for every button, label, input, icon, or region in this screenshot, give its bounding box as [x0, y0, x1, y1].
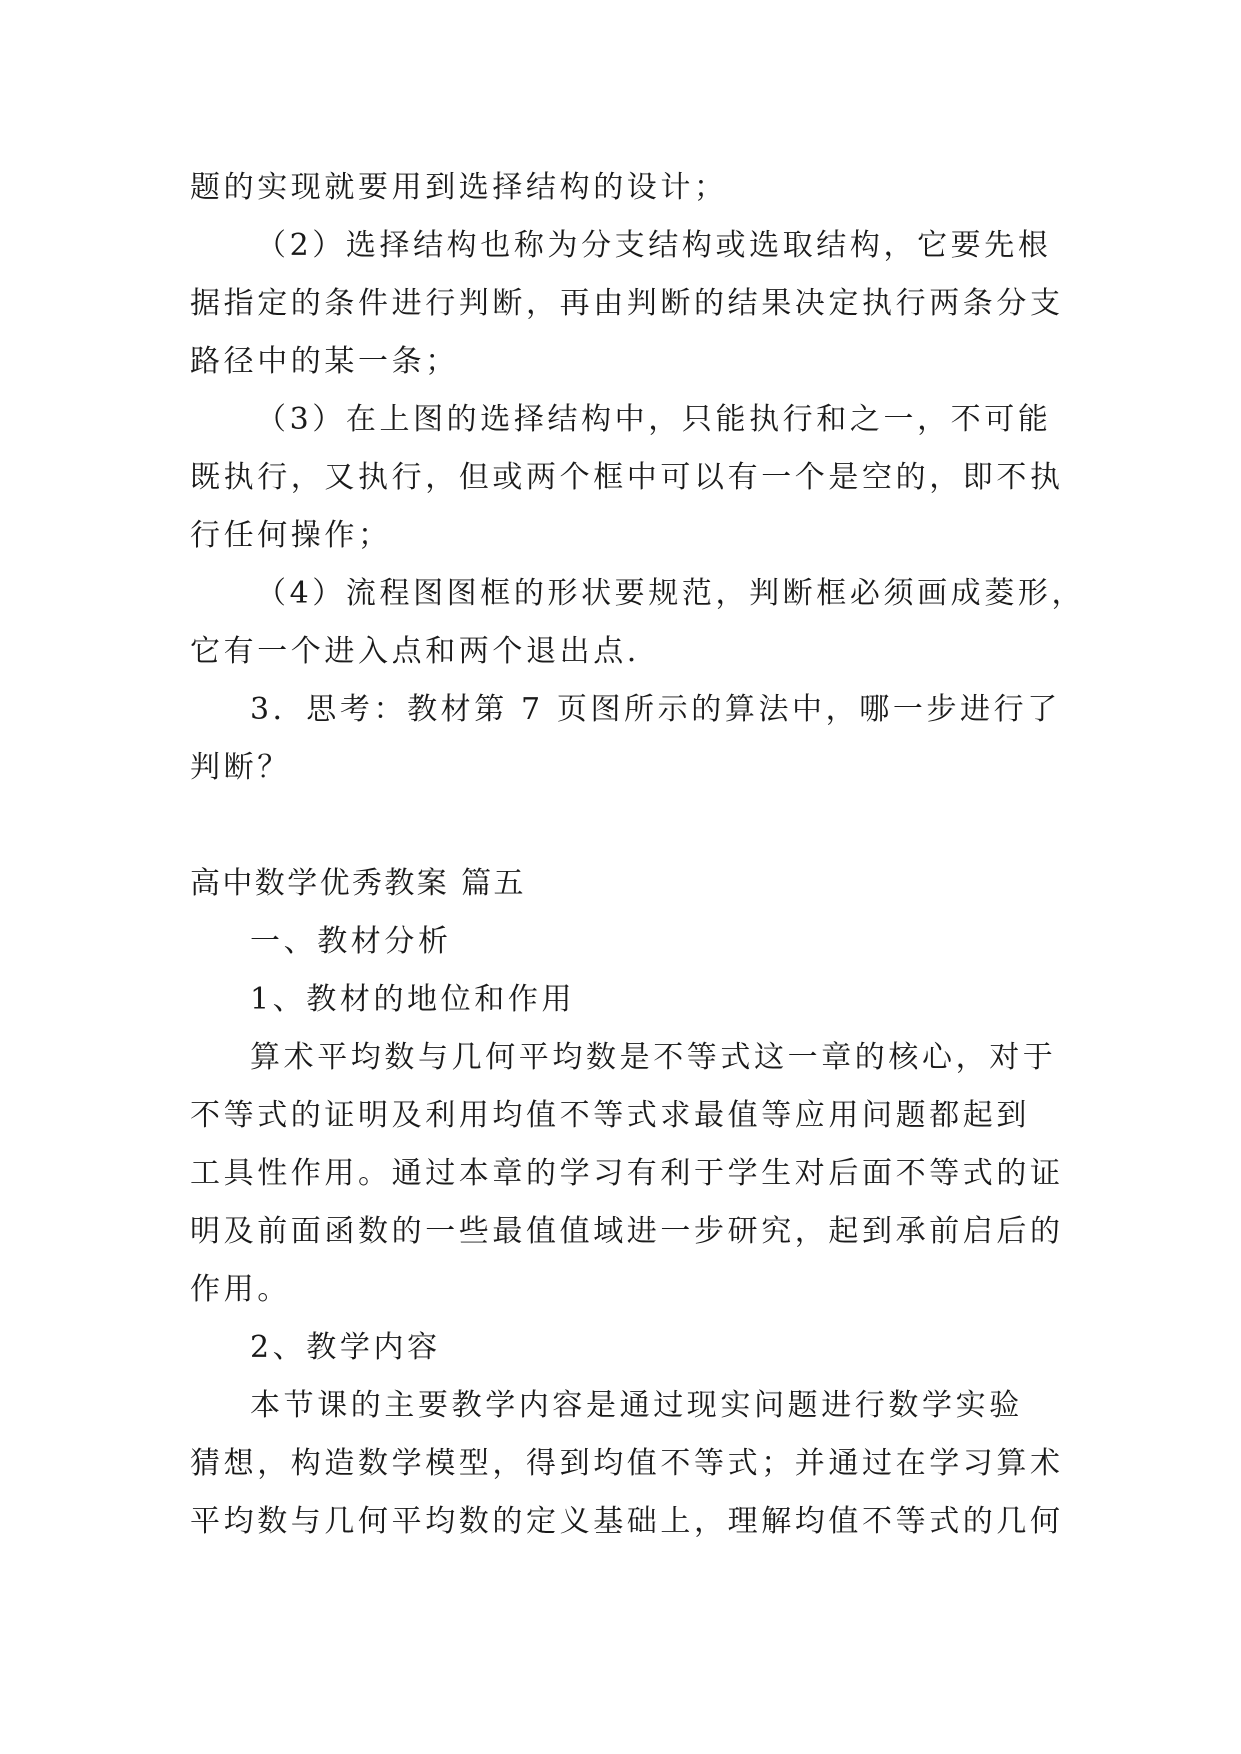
- paragraph-line: （4）流程图图框的形状要规范，判断框必须画成菱形，: [256, 576, 1086, 611]
- subsection-heading: 1、教材的地位和作用: [250, 982, 576, 1017]
- paragraph-line: 路径中的某一条；: [190, 344, 459, 379]
- paragraph-line: 平均数与几何平均数的定义基础上，理解均值不等式的几何: [190, 1504, 1064, 1539]
- paragraph-line: （3）在上图的选择结构中，只能执行和之一，不可能: [256, 402, 1052, 437]
- paragraph-line: 本节课的主要教学内容是通过现实问题进行数学实验: [250, 1388, 1023, 1423]
- paragraph-line: 不等式的证明及利用均值不等式求最值等应用问题都起到: [190, 1098, 1030, 1133]
- paragraph-line: 工具性作用。通过本章的学习有利于学生对后面不等式的证: [190, 1156, 1064, 1191]
- subsection-heading: 2、教学内容: [250, 1330, 441, 1365]
- paragraph-line: 算术平均数与几何平均数是不等式这一章的核心，对于: [250, 1040, 1057, 1075]
- paragraph-line: （2）选择结构也称为分支结构或选取结构，它要先根: [256, 228, 1052, 263]
- paragraph-line: 作用。: [190, 1272, 291, 1307]
- paragraph-line: 它有一个进入点和两个退出点.: [190, 634, 640, 669]
- paragraph-line: 判断？: [190, 750, 291, 785]
- subsection-heading: 一、教材分析: [250, 924, 452, 959]
- paragraph-line: 据指定的条件进行判断，再由判断的结果决定执行两条分支: [190, 286, 1064, 321]
- paragraph-line: 猜想，构造数学模型，得到均值不等式；并通过在学习算术: [190, 1446, 1064, 1481]
- paragraph-line: 题的实现就要用到选择结构的设计；: [190, 170, 728, 205]
- paragraph-line: 明及前面函数的一些最值值域进一步研究，起到承前启后的: [190, 1214, 1064, 1249]
- paragraph-line: 既执行，又执行，但或两个框中可以有一个是空的，即不执: [190, 460, 1064, 495]
- section-heading: 高中数学优秀教案 篇五: [190, 866, 526, 901]
- paragraph-line: 行任何操作；: [190, 518, 392, 553]
- paragraph-line: 3．思考：教材第 7 页图所示的算法中，哪一步进行了: [250, 692, 1061, 727]
